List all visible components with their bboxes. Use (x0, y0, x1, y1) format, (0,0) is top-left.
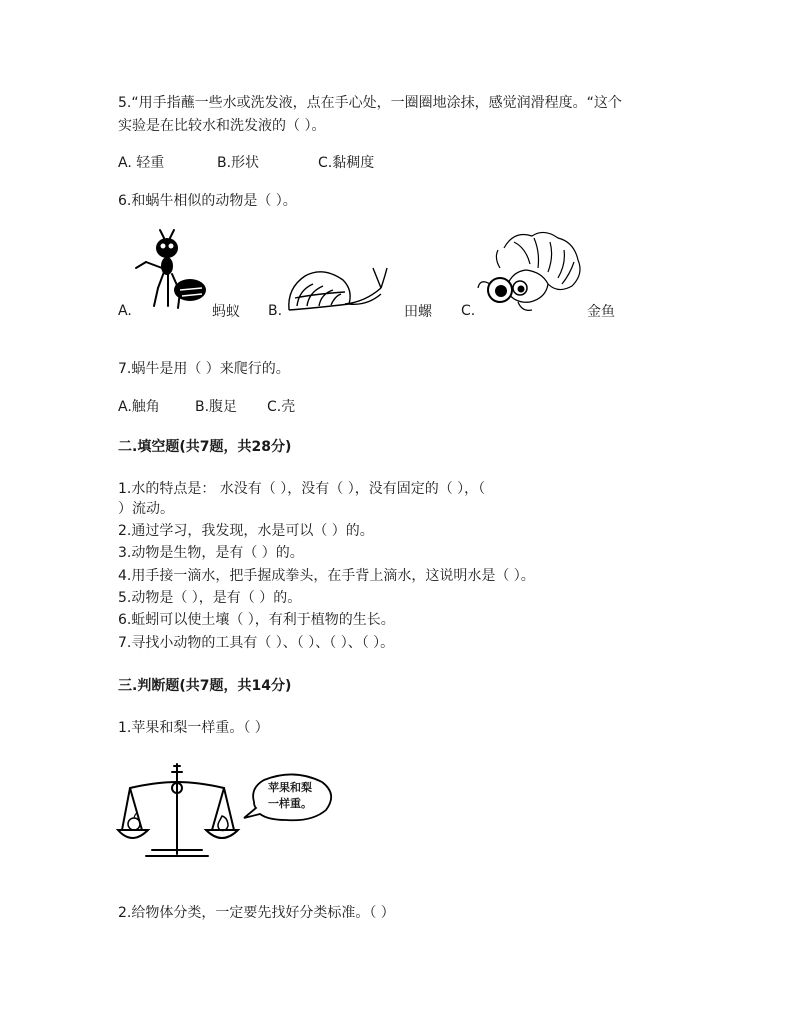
q6-option-c-letter: C. (461, 303, 476, 319)
q7-stem: 7.蜗牛是用（ ）来爬行的。 (118, 361, 290, 377)
q5-option-c: C.黏稠度 (318, 155, 375, 171)
section2-item-2: 2.通过学习，我发现，水是可以（ ）的。 (118, 523, 374, 539)
q6-option-b-letter: B. (268, 303, 283, 319)
section2-item-7: 7.寻找小动物的工具有（ ）、（ ）、（ ）、（ ）。 (118, 635, 395, 651)
section3-q2: 2.给物体分类，一定要先找好分类标准。（ ） (118, 905, 395, 921)
q7-option-b: B.腹足 (195, 399, 238, 415)
section2-item-4: 4.用手接一滴水，把手握成拳头，在手背上滴水，这说明水是（ ）。 (118, 568, 535, 584)
q7-option-a: A.触角 (118, 399, 160, 415)
q6-stem: 6.和蜗牛相似的动物是（ ）。 (118, 193, 297, 209)
goldfish-icon (474, 228, 586, 314)
q6-option-b-name: 田螺 (404, 304, 432, 320)
balance-scale-icon (116, 758, 341, 866)
snail-icon (285, 258, 390, 314)
q5-option-b: B.形状 (217, 155, 260, 171)
section2-item-6: 6.蚯蚓可以使土壤（ ），有利于植物的生长。 (118, 612, 395, 628)
section2-item-5: 5.动物是（ ），是有（ ）的。 (118, 590, 302, 606)
speech-bubble-line1: 苹果和梨 (268, 781, 312, 794)
section2-item-1: 1.水的特点是： 水没有（ ），没有（ ），没有固定的（ ），（ (118, 481, 486, 497)
section2-item-3: 3.动物是生物，是有（ ）的。 (118, 545, 304, 561)
q6-option-c-name: 金鱼 (587, 304, 615, 320)
section2-item-1-cont: ）流动。 (118, 501, 174, 517)
section3-heading: 三.判断题(共7题，共14分) (118, 678, 292, 694)
q6-option-a-letter: A. (118, 303, 132, 319)
section3-q1: 1.苹果和梨一样重。（ ） (118, 720, 269, 736)
section2-heading: 二.填空题(共7题，共28分) (118, 439, 292, 455)
q7-option-c: C.壳 (267, 399, 296, 415)
q5-line1: 5.“用手指蘸一些水或洗发液，点在手心处，一圈圈地涂抹，感觉润滑程度。“这个 (118, 95, 622, 111)
q6-option-a-name: 蚂蚁 (212, 304, 240, 320)
ant-icon (132, 228, 212, 310)
q5-line2: 实验是在比较水和洗发液的（ ）。 (118, 118, 326, 134)
speech-bubble-line2: 一样重。 (268, 797, 312, 810)
q5-option-a: A. 轻重 (118, 155, 165, 171)
